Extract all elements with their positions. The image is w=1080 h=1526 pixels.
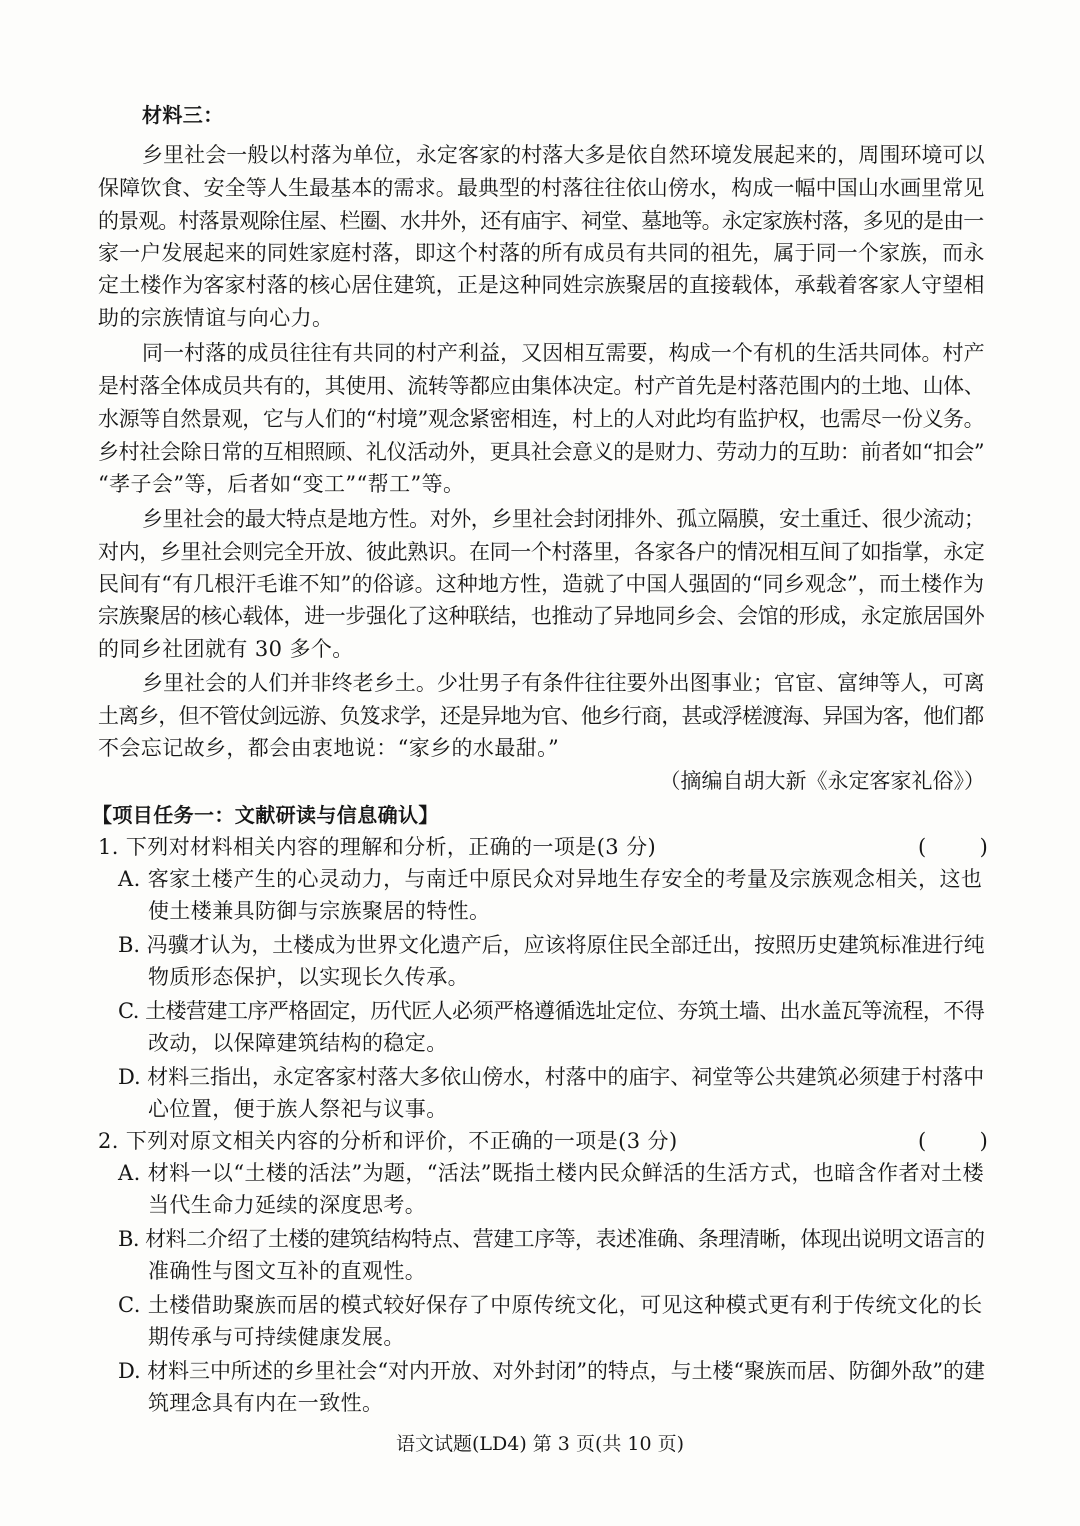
paragraph-line: 的同乡社团就有 30 多个。 [98, 637, 354, 661]
paragraph-line: 对内，乡里社会则完全开放、彼此熟识。在同一个村落里，各家各户的情况相互间了如指掌，永定 [98, 540, 985, 564]
option-line: D. 材料三指出，永定客家村落大多依山傍水，村落中的庙宇、祠堂等公共建筑必须建于村落中 [118, 1065, 985, 1089]
option-line: 筑理念具有内在一致性。 [148, 1391, 384, 1415]
option-line: A. 材料一以“土楼的活法”为题，“活法”既指土楼内民众鲜活的生活方式，也暗含作者对土楼 [118, 1161, 985, 1185]
paragraph-line: “孝子会”等，后者如“变工”“帮工”等。 [98, 472, 465, 496]
paragraph-line: 水源等自然景观，它与人们的“村境”观念紧密相连，村上的人对此均有监护权，也需尽一份义务。 [98, 407, 985, 431]
paragraph-line: 宗族聚居的核心载体，进一步强化了这种联结，也推动了异地同乡会、会馆的形成，永定旅居国外 [98, 604, 985, 628]
paragraph-line: 不会忘记故乡，都会由衷地说：“家乡的水最甜。” [98, 736, 560, 760]
paragraph-line: 乡里社会的人们并非终老乡土。少壮男子有条件往往要外出图事业；官宦、富绅等人，可离 [142, 671, 985, 695]
option-line: 当代生命力延续的深度思考。 [148, 1193, 427, 1217]
paragraph-line: 助的宗族情谊与向心力。 [98, 306, 334, 330]
option-line: B. 冯骥才认为，土楼成为世界文化遗产后，应该将原住民全部迁出，按照历史建筑标准进行纯 [118, 933, 985, 957]
option-line: 准确性与图文互补的直观性。 [148, 1259, 427, 1283]
paragraph-line: 乡里社会的最大特点是地方性。对外，乡里社会封闭排外、孤立隔膜，安土重迁、很少流动； [142, 507, 985, 531]
option-line: 心位置，便于族人祭祀与议事。 [148, 1097, 448, 1121]
question-stem: 2. 下列对原文相关内容的分析和评价，不正确的一项是(3 分) [98, 1129, 678, 1153]
option-line: 期传承与可持续健康发展。 [148, 1325, 405, 1349]
option-line: 物质形态保护，以实现长久传承。 [148, 965, 469, 989]
answer-bracket[interactable]: ( ) [918, 1129, 988, 1153]
option-line: C. 土楼营建工序严格固定，历代匠人必须严格遵循选址定位、夯筑土墙、出水盖瓦等流程，不得 [118, 999, 985, 1023]
paragraph-line: 保障饮食、安全等人生最基本的需求。最典型的村落往往依山傍水，构成一幅中国山水画里常见 [98, 176, 985, 200]
source-citation: （摘编自胡大新《永定客家礼俗》） [659, 769, 985, 793]
paragraph-line: 是村落全体成员共有的，其使用、流转等都应由集体决定。村产首先是村落范围内的土地、山体、 [98, 374, 985, 398]
option-line: 改动，以保障建筑结构的稳定。 [148, 1031, 448, 1055]
paragraph-line: 定土楼作为客家村落的核心居住建筑，正是这种同姓宗族聚居的直接载体，承载着客家人守望相 [98, 273, 985, 297]
option-line: B. 材料二介绍了土楼的建筑结构特点、营建工序等，表述准确、条理清晰，体现出说明文语言的 [118, 1227, 985, 1251]
paragraph-line: 乡村社会除日常的互相照顾、礼仪活动外，更具社会意义的是财力、劳动力的互助：前者如“扣会” [98, 440, 985, 464]
option-line: D. 材料三中所述的乡里社会“对内开放、对外封闭”的特点，与土楼“聚族而居、防御外敌”的建 [118, 1359, 985, 1383]
paragraph-line: 乡里社会一般以村落为单位，永定客家的村落大多是依自然环境发展起来的，周围环境可以 [142, 143, 985, 167]
paragraph-line: 家一户发展起来的同姓家庭村落，即这个村落的所有成员有共同的祖先，属于同一个家族，而永 [98, 241, 985, 265]
option-line: 使土楼兼具防御与宗族聚居的特性。 [148, 899, 491, 923]
paragraph-line: 同一村落的成员往往有共同的村产利益，又因相互需要，构成一个有机的生活共同体。村产 [142, 341, 985, 365]
option-line: C. 土楼借助聚族而居的模式较好保存了中原传统文化，可见这种模式更有利于传统文化的长 [118, 1293, 983, 1317]
task-heading: 【项目任务一：文献研读与信息确认】 [92, 803, 439, 827]
paragraph-line: 土离乡，但不管仗剑远游、负笈求学，还是异地为官、他乡行商，甚或浮槎渡海、异国为客，他们都 [98, 704, 984, 728]
material-title: 材料三： [142, 103, 224, 127]
paragraph-line: 的景观。村落景观除住屋、栏圈、水井外，还有庙宇、祠堂、墓地等。永定家族村落，多见的是由一 [98, 209, 984, 233]
option-line: A. 客家土楼产生的心灵动力，与南迁中原民众对异地生存安全的考量及宗族观念相关，这也 [118, 867, 983, 891]
answer-bracket[interactable]: ( ) [918, 835, 988, 859]
question-stem: 1. 下列对材料相关内容的理解和分析，正确的一项是(3 分) [98, 835, 657, 859]
paragraph-line: 民间有“有几根汗毛谁不知”的俗谚。这种地方性，造就了中国人强固的“同乡观念”，而土楼作为 [98, 572, 985, 596]
page-footer: 语文试题(LD4) 第 3 页(共 10 页) [395, 1433, 685, 1455]
